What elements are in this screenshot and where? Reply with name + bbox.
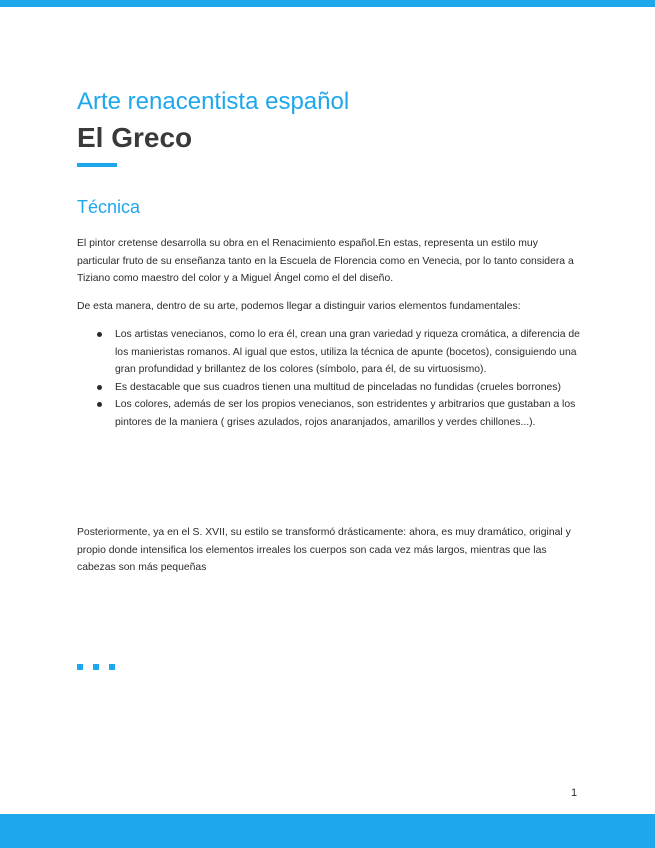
bullet-icon <box>97 332 102 337</box>
bullet-list <box>77 326 580 431</box>
list-item <box>77 379 580 397</box>
dot-icon <box>109 664 115 670</box>
list-item-text: Los colores, además de ser los propios venecianos, son estridentes y arbitrarios que gustaban a los pintores de la maniera ( grises azulados, rojos anaranjados, amarillos y verdes chillones...). <box>115 399 576 428</box>
page-number: 1 <box>571 787 578 799</box>
bullet-icon <box>97 385 102 390</box>
list-item <box>77 326 580 379</box>
paragraph-elements-intro: De esta manera, dentro de su arte, podemos llegar a distinguir varios elementos fundamentales: <box>77 301 521 312</box>
dot-icon <box>77 664 83 670</box>
bullet-icon <box>97 402 102 407</box>
document-subtitle: Arte renacentista español <box>77 88 350 115</box>
paragraph-later-style: Posteriormente, ya en el S. XVII, su estilo se transformó drásticamente: ahora, es muy dramático, original y propio donde intensifica los elementos irreales los cuerpos son cada vez más largos, mientras que las cabezas son más pequeñas <box>77 527 571 573</box>
dot-icon <box>93 664 99 670</box>
section-heading: Técnica <box>77 197 141 217</box>
list-item <box>77 396 580 431</box>
paragraph-intro: El pintor cretense desarrolla su obra en el Renacimiento español.En estas, representa un estilo muy particular fruto de su enseñanza tanto en la Escuela de Florencia como en Venecia, por lo tanto considera a Tiziano como maestro del color y a Miguel Ángel como el del diseño. <box>77 238 574 284</box>
list-item-text: Es destacable que sus cuadros tienen una multitud de pinceladas no fundidas (crueles borrones) <box>115 381 561 393</box>
bottom-accent-bar <box>0 814 655 848</box>
top-accent-bar <box>0 0 655 7</box>
title-underline-rule <box>77 163 117 167</box>
list-item-text: Los artistas venecianos, como lo era él, crean una gran variedad y riqueza cromática, a diferencia de los manieristas romanos. Al igual que estos, utiliza la técnica de apunte (bocetos), consiguiendo una gran profundidad y brillantez de los colores (símbolo, para él, de su virtuosismo). <box>115 329 580 375</box>
decorative-dots <box>77 664 115 670</box>
document-title: El Greco <box>77 122 193 153</box>
